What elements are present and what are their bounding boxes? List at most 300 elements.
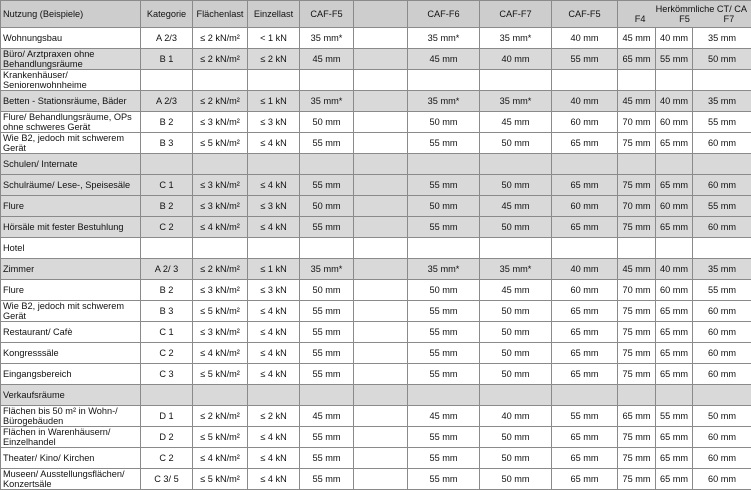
cell-kategorie: C 2 (141, 448, 193, 469)
cell-caf-f5-a: 35 mm* (300, 28, 354, 49)
table-row (1, 259, 751, 280)
cell-kategorie: C 3 (141, 364, 193, 385)
header-caf-f5-b: CAF-F5 (552, 1, 618, 28)
cell-flaechenlast: ≤ 3 kN/m² (193, 175, 248, 196)
cell-flaechenlast: ≤ 3 kN/m² (193, 280, 248, 301)
cell-flaechenlast: ≤ 4 kN/m² (193, 448, 248, 469)
cell-herk-f5: 60 mm (656, 280, 693, 301)
cell-caf-f5-b: 40 mm (552, 28, 618, 49)
table-row (1, 280, 751, 301)
cell-flaechenlast: ≤ 2 kN/m² (193, 406, 248, 427)
cell-caf-f7: 45 mm (480, 280, 552, 301)
cell-caf-f6: 50 mm (408, 196, 480, 217)
cell-caf-f5-a (300, 154, 354, 175)
cell-caf-f7: 45 mm (480, 196, 552, 217)
table-row (1, 112, 751, 133)
cell-nutzung: Verkaufsräume (1, 385, 141, 406)
cell-empty (354, 469, 408, 490)
cell-einzellast: ≤ 4 kN (248, 427, 300, 448)
cell-empty (354, 406, 408, 427)
cell-nutzung: Hotel (1, 238, 141, 259)
cell-nutzung: Museen/ Ausstellungsflächen/ Konzertsäle (1, 469, 141, 490)
cell-kategorie: D 1 (141, 406, 193, 427)
cell-caf-f5-a: 55 mm (300, 217, 354, 238)
cell-caf-f5-a: 45 mm (300, 406, 354, 427)
cell-caf-f6: 35 mm* (408, 91, 480, 112)
cell-caf-f6: 55 mm (408, 217, 480, 238)
cell-caf-f5-a (300, 70, 354, 91)
cell-caf-f6: 45 mm (408, 49, 480, 70)
cell-einzellast: < 1 kN (248, 28, 300, 49)
cell-flaechenlast: ≤ 5 kN/m² (193, 427, 248, 448)
cell-herk-f5: 65 mm (656, 301, 693, 322)
cell-herk-f5: 55 mm (656, 406, 693, 427)
cell-caf-f5-a: 55 mm (300, 448, 354, 469)
cell-flaechenlast: ≤ 5 kN/m² (193, 301, 248, 322)
cell-kategorie: B 2 (141, 112, 193, 133)
cell-kategorie: B 3 (141, 301, 193, 322)
cell-einzellast: ≤ 2 kN (248, 49, 300, 70)
cell-empty (354, 154, 408, 175)
header-nutzung: Nutzung (Beispiele) (1, 1, 141, 28)
cell-herk-f5: 55 mm (656, 49, 693, 70)
cell-herk-f4: 75 mm (618, 175, 656, 196)
cell-herk-f7: 60 mm (693, 301, 751, 322)
cell-caf-f5-a: 55 mm (300, 301, 354, 322)
cell-kategorie: B 3 (141, 133, 193, 154)
cell-flaechenlast (193, 154, 248, 175)
cell-caf-f5-b: 65 mm (552, 364, 618, 385)
cell-empty (354, 322, 408, 343)
cell-caf-f5-a: 35 mm* (300, 91, 354, 112)
cell-empty (354, 448, 408, 469)
cell-caf-f5-a (300, 385, 354, 406)
cell-caf-f5-b (552, 238, 618, 259)
cell-caf-f5-b: 55 mm (552, 406, 618, 427)
cell-herk-f7: 55 mm (693, 196, 751, 217)
cell-kategorie: C 2 (141, 217, 193, 238)
cell-empty (354, 217, 408, 238)
cell-einzellast: ≤ 1 kN (248, 91, 300, 112)
table-row (1, 196, 751, 217)
cell-herk-f4: 45 mm (618, 259, 656, 280)
header-caf-f6: CAF-F6 (408, 1, 480, 28)
cell-flaechenlast: ≤ 5 kN/m² (193, 469, 248, 490)
cell-caf-f5-b: 65 mm (552, 322, 618, 343)
cell-kategorie: C 1 (141, 175, 193, 196)
cell-caf-f7 (480, 154, 552, 175)
cell-caf-f5-a: 55 mm (300, 175, 354, 196)
cell-caf-f7: 50 mm (480, 469, 552, 490)
cell-einzellast: ≤ 1 kN (248, 259, 300, 280)
cell-caf-f6: 55 mm (408, 469, 480, 490)
cell-flaechenlast: ≤ 3 kN/m² (193, 112, 248, 133)
cell-herk-f4: 70 mm (618, 280, 656, 301)
cell-caf-f6: 35 mm* (408, 259, 480, 280)
cell-herk-f5: 65 mm (656, 217, 693, 238)
cell-herk-f7: 60 mm (693, 322, 751, 343)
table-row (1, 427, 751, 448)
cell-caf-f6: 55 mm (408, 322, 480, 343)
cell-herk-f4: 75 mm (618, 217, 656, 238)
cell-caf-f6 (408, 385, 480, 406)
cell-herk-f4 (618, 385, 656, 406)
cell-empty (354, 91, 408, 112)
cell-herk-f7: 60 mm (693, 427, 751, 448)
table-row (1, 70, 751, 91)
cell-herk-f4: 75 mm (618, 343, 656, 364)
cell-herk-f7 (693, 154, 751, 175)
table-row (1, 469, 751, 490)
cell-caf-f5-b (552, 154, 618, 175)
cell-herk-f5: 60 mm (656, 196, 693, 217)
cell-caf-f6: 55 mm (408, 301, 480, 322)
cell-einzellast: ≤ 3 kN (248, 280, 300, 301)
cell-herk-f7: 60 mm (693, 364, 751, 385)
cell-einzellast: ≤ 4 kN (248, 469, 300, 490)
table-row (1, 238, 751, 259)
cell-nutzung: Flure/ Behandlungsräume, OPs ohne schweres Gerät (1, 112, 141, 133)
table-row (1, 217, 751, 238)
cell-empty (354, 343, 408, 364)
cell-einzellast: ≤ 2 kN (248, 406, 300, 427)
cell-nutzung: Wohnungsbau (1, 28, 141, 49)
cell-einzellast: ≤ 4 kN (248, 301, 300, 322)
table-row (1, 175, 751, 196)
header-caf-f7: CAF-F7 (480, 1, 552, 28)
cell-caf-f7: 45 mm (480, 112, 552, 133)
cell-caf-f7 (480, 70, 552, 91)
cell-caf-f5-a: 55 mm (300, 427, 354, 448)
cell-caf-f7: 35 mm* (480, 28, 552, 49)
cell-caf-f6 (408, 154, 480, 175)
cell-herk-f5: 65 mm (656, 322, 693, 343)
cell-herk-f5: 65 mm (656, 133, 693, 154)
cell-caf-f7: 35 mm* (480, 91, 552, 112)
cell-empty (354, 49, 408, 70)
cell-einzellast: ≤ 3 kN (248, 112, 300, 133)
cell-nutzung: Hörsäle mit fester Bestuhlung (1, 217, 141, 238)
cell-nutzung: Schulen/ Internate (1, 154, 141, 175)
cell-herk-f5 (656, 70, 693, 91)
cell-kategorie: A 2/3 (141, 91, 193, 112)
cell-nutzung: Flure (1, 280, 141, 301)
cell-herk-f5 (656, 154, 693, 175)
cell-kategorie (141, 385, 193, 406)
cell-herk-f7: 60 mm (693, 217, 751, 238)
header-flaechenlast: Flächenlast (193, 1, 248, 28)
cell-caf-f7: 50 mm (480, 427, 552, 448)
cell-herk-f4: 65 mm (618, 49, 656, 70)
cell-herk-f7: 60 mm (693, 469, 751, 490)
cell-herk-f4: 75 mm (618, 427, 656, 448)
cell-einzellast: ≤ 3 kN (248, 196, 300, 217)
table-row (1, 133, 751, 154)
cell-caf-f5-b: 60 mm (552, 280, 618, 301)
cell-kategorie: C 1 (141, 322, 193, 343)
cell-caf-f7: 50 mm (480, 175, 552, 196)
cell-flaechenlast: ≤ 5 kN/m² (193, 133, 248, 154)
table-row (1, 343, 751, 364)
cell-einzellast (248, 154, 300, 175)
cell-kategorie: B 2 (141, 280, 193, 301)
cell-herk-f5: 40 mm (656, 28, 693, 49)
cell-caf-f6: 45 mm (408, 406, 480, 427)
cell-herk-f5: 60 mm (656, 112, 693, 133)
header-herkoemmlich (618, 1, 751, 28)
cell-herk-f5 (656, 238, 693, 259)
cell-empty (354, 238, 408, 259)
cell-caf-f6 (408, 70, 480, 91)
cell-herk-f4: 75 mm (618, 448, 656, 469)
cell-nutzung: Krankenhäuser/ Seniorenwohnheime (1, 70, 141, 91)
table-row (1, 301, 751, 322)
cell-nutzung: Wie B2, jedoch mit schwerem Gerät (1, 133, 141, 154)
cell-herk-f7: 50 mm (693, 406, 751, 427)
table-row (1, 448, 751, 469)
cell-empty (354, 364, 408, 385)
table-row (1, 91, 751, 112)
table-row (1, 322, 751, 343)
cell-caf-f7: 50 mm (480, 217, 552, 238)
cell-einzellast: ≤ 4 kN (248, 343, 300, 364)
cell-flaechenlast: ≤ 3 kN/m² (193, 322, 248, 343)
cell-caf-f6: 55 mm (408, 175, 480, 196)
cell-caf-f5-a (300, 238, 354, 259)
cell-einzellast: ≤ 4 kN (248, 448, 300, 469)
cell-nutzung: Flächen bis 50 m² in Wohn-/ Bürogebäuden (1, 406, 141, 427)
cell-kategorie (141, 70, 193, 91)
cell-caf-f6: 55 mm (408, 364, 480, 385)
cell-herk-f4: 75 mm (618, 301, 656, 322)
cell-caf-f5-b: 65 mm (552, 448, 618, 469)
cell-caf-f7: 50 mm (480, 343, 552, 364)
cell-kategorie: B 1 (141, 49, 193, 70)
cell-caf-f5-b: 65 mm (552, 469, 618, 490)
cell-caf-f7: 50 mm (480, 448, 552, 469)
cell-caf-f5-a: 45 mm (300, 49, 354, 70)
cell-herk-f4: 70 mm (618, 196, 656, 217)
cell-herk-f4: 75 mm (618, 133, 656, 154)
cell-herk-f5: 40 mm (656, 259, 693, 280)
cell-caf-f5-b: 55 mm (552, 49, 618, 70)
cell-herk-f7: 35 mm (693, 259, 751, 280)
cell-caf-f7: 50 mm (480, 133, 552, 154)
cell-nutzung: Betten - Stationsräume, Bäder (1, 91, 141, 112)
cell-nutzung: Eingangsbereich (1, 364, 141, 385)
table-row (1, 49, 751, 70)
cell-caf-f5-b: 65 mm (552, 301, 618, 322)
cell-caf-f5-a: 55 mm (300, 469, 354, 490)
cell-herk-f5: 65 mm (656, 448, 693, 469)
cell-empty (354, 427, 408, 448)
cell-einzellast (248, 238, 300, 259)
cell-flaechenlast: ≤ 5 kN/m² (193, 364, 248, 385)
cell-herk-f4: 45 mm (618, 28, 656, 49)
header-empty (354, 1, 408, 28)
cell-caf-f5-b: 65 mm (552, 133, 618, 154)
cell-empty (354, 175, 408, 196)
cell-caf-f5-b: 65 mm (552, 343, 618, 364)
cell-herk-f5: 65 mm (656, 469, 693, 490)
cell-herk-f5: 65 mm (656, 364, 693, 385)
cell-herk-f7 (693, 70, 751, 91)
table-row (1, 28, 751, 49)
cell-flaechenlast: ≤ 3 kN/m² (193, 196, 248, 217)
cell-herk-f7 (693, 238, 751, 259)
cell-caf-f7: 35 mm* (480, 259, 552, 280)
cell-einzellast (248, 70, 300, 91)
cell-herk-f4: 75 mm (618, 469, 656, 490)
cell-empty (354, 133, 408, 154)
cell-einzellast (248, 385, 300, 406)
cell-herk-f7: 55 mm (693, 280, 751, 301)
cell-flaechenlast: ≤ 2 kN/m² (193, 49, 248, 70)
cell-herk-f7: 50 mm (693, 49, 751, 70)
cell-nutzung: Schulräume/ Lese-, Speisesäle (1, 175, 141, 196)
cell-caf-f5-b: 60 mm (552, 196, 618, 217)
cell-caf-f7: 50 mm (480, 301, 552, 322)
cell-caf-f6: 50 mm (408, 112, 480, 133)
cell-flaechenlast: ≤ 4 kN/m² (193, 343, 248, 364)
cell-flaechenlast: ≤ 2 kN/m² (193, 28, 248, 49)
cell-herk-f7 (693, 385, 751, 406)
cell-kategorie (141, 238, 193, 259)
cell-caf-f7 (480, 238, 552, 259)
cell-caf-f5-a: 35 mm* (300, 259, 354, 280)
cell-caf-f7: 40 mm (480, 406, 552, 427)
cell-kategorie: D 2 (141, 427, 193, 448)
cell-herk-f7: 55 mm (693, 112, 751, 133)
cell-herk-f7: 60 mm (693, 448, 751, 469)
cell-caf-f7: 50 mm (480, 322, 552, 343)
cell-kategorie: C 2 (141, 343, 193, 364)
cell-empty (354, 385, 408, 406)
cell-herk-f7: 35 mm (693, 91, 751, 112)
cell-herk-f4 (618, 154, 656, 175)
cell-nutzung: Wie B2, jedoch mit schwerem Gerät (1, 301, 141, 322)
table-row (1, 406, 751, 427)
table-row (1, 385, 751, 406)
cell-kategorie: C 3/ 5 (141, 469, 193, 490)
cell-kategorie (141, 154, 193, 175)
header-caf-f5-a: CAF-F5 (300, 1, 354, 28)
cell-einzellast: ≤ 4 kN (248, 322, 300, 343)
cell-caf-f6: 55 mm (408, 343, 480, 364)
cell-caf-f6: 55 mm (408, 427, 480, 448)
cell-herk-f4 (618, 70, 656, 91)
cell-herk-f7: 35 mm (693, 28, 751, 49)
cell-caf-f5-b: 65 mm (552, 217, 618, 238)
cell-caf-f5-a: 50 mm (300, 112, 354, 133)
header-herk-title: Herkömmliche CT/ CA (618, 4, 751, 14)
cell-herk-f7: 60 mm (693, 133, 751, 154)
cell-caf-f5-a: 55 mm (300, 343, 354, 364)
header-row (1, 1, 751, 28)
cell-herk-f4: 45 mm (618, 91, 656, 112)
cell-empty (354, 28, 408, 49)
cell-caf-f5-a: 50 mm (300, 196, 354, 217)
cell-herk-f5: 65 mm (656, 343, 693, 364)
cell-herk-f4: 70 mm (618, 112, 656, 133)
cell-caf-f5-a: 55 mm (300, 364, 354, 385)
cell-caf-f6: 55 mm (408, 448, 480, 469)
cell-flaechenlast (193, 70, 248, 91)
cell-caf-f5-a: 50 mm (300, 280, 354, 301)
cell-caf-f5-a: 55 mm (300, 133, 354, 154)
cell-herk-f4: 65 mm (618, 406, 656, 427)
table-row (1, 364, 751, 385)
cell-herk-f5: 65 mm (656, 175, 693, 196)
cell-empty (354, 196, 408, 217)
cell-caf-f5-b: 60 mm (552, 112, 618, 133)
header-f5: F5 (679, 14, 690, 24)
table-row (1, 154, 751, 175)
cell-flaechenlast (193, 385, 248, 406)
cell-herk-f4: 75 mm (618, 364, 656, 385)
header-f7: F7 (723, 14, 734, 24)
cell-einzellast: ≤ 4 kN (248, 217, 300, 238)
cell-nutzung: Büro/ Arztpraxen ohne Behandlungsräume (1, 49, 141, 70)
cell-einzellast: ≤ 4 kN (248, 364, 300, 385)
cell-einzellast: ≤ 4 kN (248, 133, 300, 154)
cell-nutzung: Restaurant/ Cafè (1, 322, 141, 343)
cell-kategorie: B 2 (141, 196, 193, 217)
cell-caf-f6: 35 mm* (408, 28, 480, 49)
header-einzellast: Einzellast (248, 1, 300, 28)
cell-caf-f7: 50 mm (480, 364, 552, 385)
cell-flaechenlast: ≤ 2 kN/m² (193, 91, 248, 112)
cell-flaechenlast: ≤ 4 kN/m² (193, 217, 248, 238)
cell-nutzung: Kongresssäle (1, 343, 141, 364)
cell-empty (354, 259, 408, 280)
cell-kategorie: A 2/ 3 (141, 259, 193, 280)
cell-caf-f7: 40 mm (480, 49, 552, 70)
cell-einzellast: ≤ 4 kN (248, 175, 300, 196)
cell-caf-f5-b (552, 385, 618, 406)
cell-caf-f5-b: 40 mm (552, 259, 618, 280)
cell-nutzung: Flächen in Warenhäusern/ Einzelhandel (1, 427, 141, 448)
cell-nutzung: Zimmer (1, 259, 141, 280)
cell-empty (354, 280, 408, 301)
cell-empty (354, 70, 408, 91)
cell-caf-f5-b: 65 mm (552, 427, 618, 448)
cell-empty (354, 112, 408, 133)
cell-caf-f6: 50 mm (408, 280, 480, 301)
header-kategorie: Kategorie (141, 1, 193, 28)
header-f4: F4 (635, 14, 646, 24)
cell-herk-f7: 60 mm (693, 343, 751, 364)
cell-herk-f5: 40 mm (656, 91, 693, 112)
cell-flaechenlast: ≤ 2 kN/m² (193, 259, 248, 280)
cell-caf-f5-b (552, 70, 618, 91)
cell-caf-f5-b: 65 mm (552, 175, 618, 196)
cell-empty (354, 301, 408, 322)
cell-caf-f6: 55 mm (408, 133, 480, 154)
cell-herk-f4: 75 mm (618, 322, 656, 343)
cell-herk-f4 (618, 238, 656, 259)
cell-kategorie: A 2/3 (141, 28, 193, 49)
cell-herk-f7: 60 mm (693, 175, 751, 196)
cell-caf-f6 (408, 238, 480, 259)
cell-nutzung: Flure (1, 196, 141, 217)
cell-herk-f5 (656, 385, 693, 406)
cell-herk-f5: 65 mm (656, 427, 693, 448)
cell-caf-f5-b: 40 mm (552, 91, 618, 112)
table-body (1, 28, 751, 490)
cell-flaechenlast (193, 238, 248, 259)
cell-caf-f5-a: 55 mm (300, 322, 354, 343)
